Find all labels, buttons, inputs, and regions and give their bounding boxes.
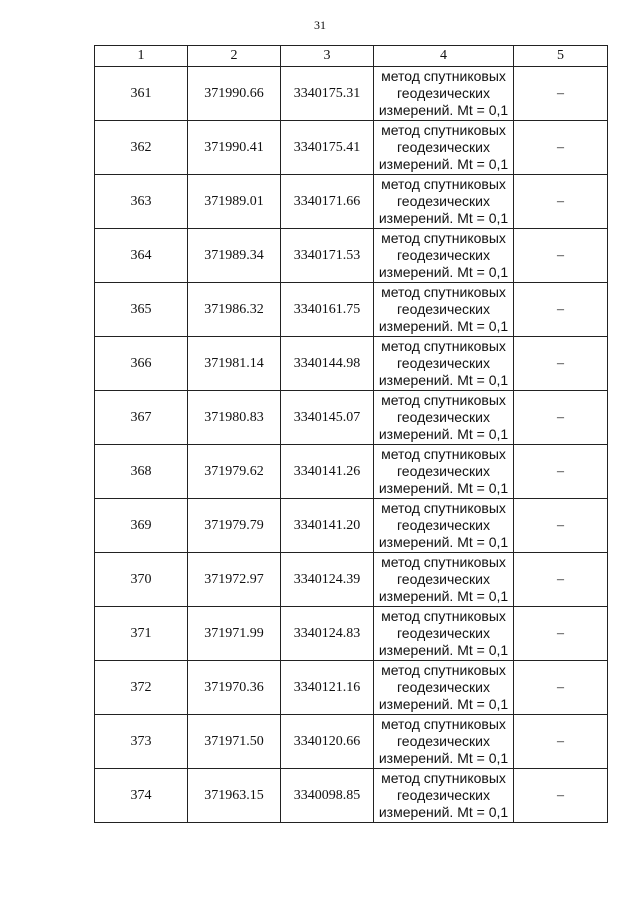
method-text-line: геодезических [397, 247, 490, 263]
table-row [95, 661, 608, 715]
method-text-line: геодезических [397, 409, 490, 425]
table-row [95, 445, 608, 499]
note-cell: – [514, 661, 608, 715]
x-coordinate-cell: 371990.66 [188, 67, 281, 121]
y-coordinate-cell: 3340171.53 [281, 229, 374, 283]
method-cell [374, 121, 514, 175]
table-row [95, 337, 608, 391]
method-cell [374, 67, 514, 121]
x-coordinate-cell: 371989.01 [188, 175, 281, 229]
method-text-line: геодезических [397, 85, 490, 101]
point-number-cell: 369 [95, 499, 188, 553]
y-coordinate-cell: 3340141.20 [281, 499, 374, 553]
note-cell: – [514, 607, 608, 661]
column-header-1: 1 [95, 46, 188, 67]
y-coordinate-cell: 3340098.85 [281, 769, 374, 823]
method-text-line: метод спутниковых [381, 608, 506, 624]
method-text-line: метод спутниковых [381, 554, 506, 570]
method-text-line: геодезических [397, 733, 490, 749]
method-text-line: измерений. Mt = 0,1 [378, 534, 509, 550]
method-cell [374, 499, 514, 553]
x-coordinate-cell: 371963.15 [188, 769, 281, 823]
method-text-line: метод спутниковых [381, 284, 506, 300]
method-text-line: измерений. Mt = 0,1 [378, 588, 509, 604]
method-text-line: геодезических [397, 571, 490, 587]
table-row [95, 715, 608, 769]
table-header-row [95, 46, 608, 67]
method-text-line: геодезических [397, 517, 490, 533]
x-coordinate-cell: 371990.41 [188, 121, 281, 175]
method-text-line: геодезических [397, 139, 490, 155]
method-text-line: метод спутниковых [381, 230, 506, 246]
page-number: 31 [314, 18, 326, 32]
method-text-line: метод спутниковых [381, 446, 506, 462]
note-cell: – [514, 121, 608, 175]
y-coordinate-cell: 3340175.31 [281, 67, 374, 121]
method-text-line: метод спутниковых [381, 770, 506, 786]
method-text-line: метод спутниковых [381, 122, 506, 138]
y-coordinate-cell: 3340175.41 [281, 121, 374, 175]
y-coordinate-cell: 3340141.26 [281, 445, 374, 499]
table-row [95, 229, 608, 283]
method-cell [374, 715, 514, 769]
point-number-cell: 361 [95, 67, 188, 121]
method-text-line: измерений. Mt = 0,1 [378, 156, 509, 172]
method-text-line: измерений. Mt = 0,1 [378, 642, 509, 658]
method-text-line: метод спутниковых [381, 68, 506, 84]
method-cell [374, 607, 514, 661]
method-text-line: геодезических [397, 463, 490, 479]
y-coordinate-cell: 3340145.07 [281, 391, 374, 445]
method-cell [374, 553, 514, 607]
point-number-cell: 363 [95, 175, 188, 229]
x-coordinate-cell: 371972.97 [188, 553, 281, 607]
point-number-cell: 365 [95, 283, 188, 337]
x-coordinate-cell: 371980.83 [188, 391, 281, 445]
note-cell: – [514, 499, 608, 553]
method-text-line: измерений. Mt = 0,1 [378, 804, 509, 820]
method-cell [374, 391, 514, 445]
y-coordinate-cell: 3340124.39 [281, 553, 374, 607]
x-coordinate-cell: 371971.50 [188, 715, 281, 769]
y-coordinate-cell: 3340171.66 [281, 175, 374, 229]
note-cell: – [514, 769, 608, 823]
point-number-cell: 368 [95, 445, 188, 499]
method-text-line: измерений. Mt = 0,1 [378, 480, 509, 496]
note-cell: – [514, 67, 608, 121]
y-coordinate-cell: 3340144.98 [281, 337, 374, 391]
method-text-line: измерений. Mt = 0,1 [378, 372, 509, 388]
note-cell: – [514, 175, 608, 229]
table-row [95, 283, 608, 337]
table-row [95, 391, 608, 445]
method-text-line: геодезических [397, 355, 490, 371]
method-cell [374, 769, 514, 823]
method-text-line: метод спутниковых [381, 716, 506, 732]
column-header-3: 3 [281, 46, 374, 67]
x-coordinate-cell: 371970.36 [188, 661, 281, 715]
x-coordinate-cell: 371979.79 [188, 499, 281, 553]
column-header-5: 5 [514, 46, 608, 67]
method-text-line: измерений. Mt = 0,1 [378, 318, 509, 334]
x-coordinate-cell: 371989.34 [188, 229, 281, 283]
method-text-line: геодезических [397, 301, 490, 317]
method-text-line: метод спутниковых [381, 392, 506, 408]
column-header-2: 2 [188, 46, 281, 67]
method-cell [374, 661, 514, 715]
note-cell: – [514, 283, 608, 337]
point-number-cell: 364 [95, 229, 188, 283]
table-row [95, 175, 608, 229]
note-cell: – [514, 715, 608, 769]
method-text-line: измерений. Mt = 0,1 [378, 102, 509, 118]
note-cell: – [514, 229, 608, 283]
method-text-line: метод спутниковых [381, 662, 506, 678]
method-text-line: геодезических [397, 787, 490, 803]
note-cell: – [514, 553, 608, 607]
x-coordinate-cell: 371986.32 [188, 283, 281, 337]
method-text-line: измерений. Mt = 0,1 [378, 696, 509, 712]
method-text-line: метод спутниковых [381, 176, 506, 192]
note-cell: – [514, 391, 608, 445]
table-row [95, 499, 608, 553]
point-number-cell: 370 [95, 553, 188, 607]
note-cell: – [514, 445, 608, 499]
y-coordinate-cell: 3340120.66 [281, 715, 374, 769]
point-number-cell: 371 [95, 607, 188, 661]
point-number-cell: 367 [95, 391, 188, 445]
method-text-line: геодезических [397, 193, 490, 209]
x-coordinate-cell: 371979.62 [188, 445, 281, 499]
coordinates-table [94, 45, 608, 823]
table-row [95, 769, 608, 823]
point-number-cell: 366 [95, 337, 188, 391]
method-cell [374, 175, 514, 229]
y-coordinate-cell: 3340124.83 [281, 607, 374, 661]
y-coordinate-cell: 3340161.75 [281, 283, 374, 337]
table-body [95, 67, 608, 823]
column-header-4: 4 [374, 46, 514, 67]
method-cell [374, 229, 514, 283]
method-text-line: геодезических [397, 625, 490, 641]
method-text-line: метод спутниковых [381, 338, 506, 354]
y-coordinate-cell: 3340121.16 [281, 661, 374, 715]
point-number-cell: 372 [95, 661, 188, 715]
method-text-line: измерений. Mt = 0,1 [378, 264, 509, 280]
method-cell [374, 283, 514, 337]
point-number-cell: 374 [95, 769, 188, 823]
method-text-line: измерений. Mt = 0,1 [378, 426, 509, 442]
table-row [95, 553, 608, 607]
note-cell: – [514, 337, 608, 391]
table-row [95, 607, 608, 661]
method-cell [374, 337, 514, 391]
method-cell [374, 445, 514, 499]
method-text-line: метод спутниковых [381, 500, 506, 516]
x-coordinate-cell: 371981.14 [188, 337, 281, 391]
table-row [95, 121, 608, 175]
point-number-cell: 373 [95, 715, 188, 769]
method-text-line: измерений. Mt = 0,1 [378, 210, 509, 226]
point-number-cell: 362 [95, 121, 188, 175]
method-text-line: геодезических [397, 679, 490, 695]
table-row [95, 67, 608, 121]
x-coordinate-cell: 371971.99 [188, 607, 281, 661]
method-text-line: измерений. Mt = 0,1 [378, 750, 509, 766]
